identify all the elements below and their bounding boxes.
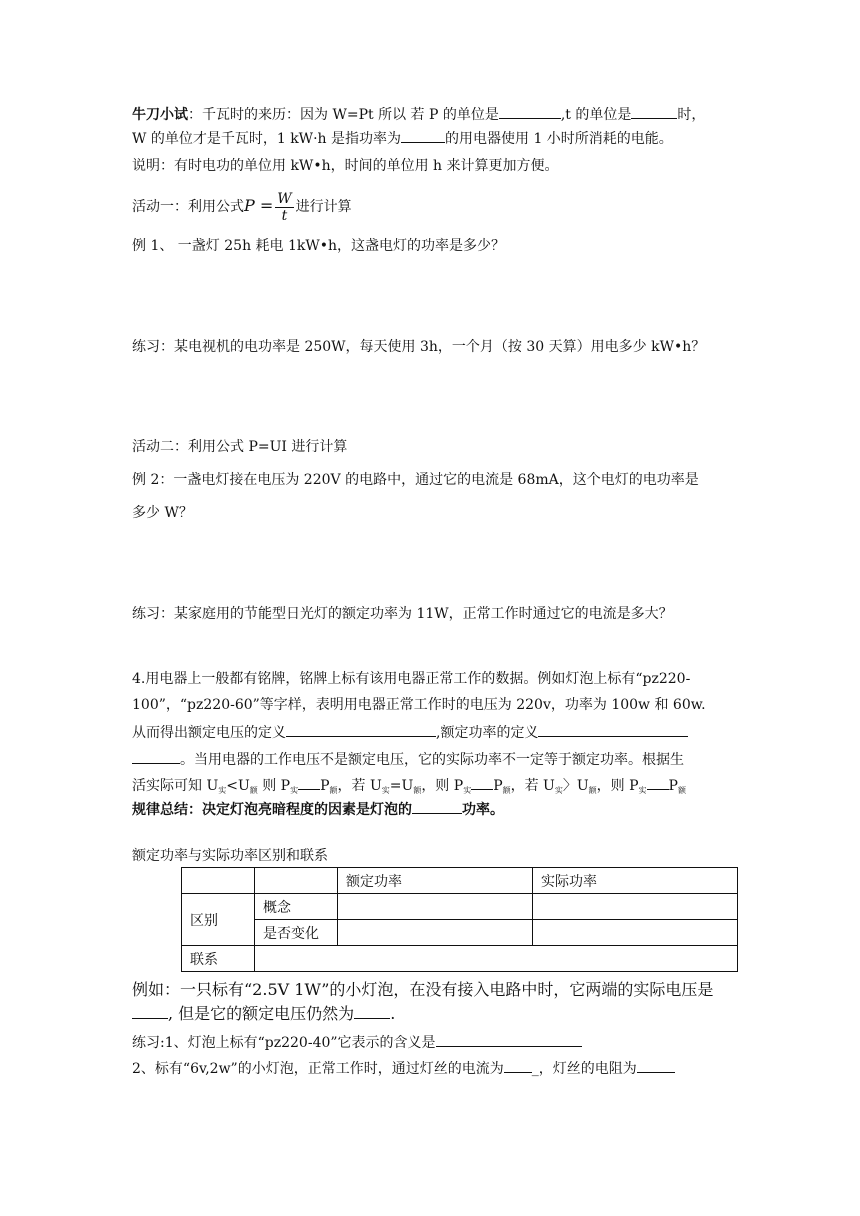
blank-rated-voltage[interactable]: [354, 1004, 390, 1019]
text-seg: <U: [226, 778, 250, 794]
rule-summary-end: 功率。: [462, 802, 504, 818]
trial-line-2: [132, 128, 673, 149]
section-4-line-5: [132, 775, 686, 798]
subscript: 实: [554, 786, 563, 795]
text-seg: P: [493, 778, 503, 794]
subscript: 额: [502, 786, 511, 795]
table-cell-empty: [255, 868, 338, 894]
blank-rated-power-def-cont[interactable]: [132, 749, 180, 764]
formula-numerator: W: [277, 190, 292, 207]
table-header-row: [182, 868, 738, 894]
practice-list-2-text: 2、标有“6v,2w”的小灯泡，正常工作时，通过灯丝的电流为: [132, 1061, 504, 1077]
comparison-table: [181, 867, 738, 972]
cell-rated-change[interactable]: [338, 920, 533, 946]
header-actual-power: 实际功率: [533, 868, 738, 894]
subscript: 实: [381, 786, 390, 795]
cell-actual-change[interactable]: [533, 920, 738, 946]
practice-2: 练习：某家庭用的节能型日光灯的额定功率为 11W，正常工作时通过它的电流是多大？: [132, 606, 673, 622]
cell-relation[interactable]: [255, 946, 738, 972]
practice-list-2-text-b: _，灯丝的电阻为: [531, 1061, 637, 1077]
section-4-line-1: 4.用电器上一般都有铭牌，铭牌上标有该用电器正常工作的数据。例如灯泡上标有“pz220-: [132, 671, 691, 687]
blank-resistance[interactable]: [637, 1058, 675, 1073]
cell-rated-concept[interactable]: [338, 894, 533, 920]
table-row: [182, 920, 738, 946]
subscript: 实: [638, 786, 647, 795]
rated-voltage-def-label: 从而得出额定电压的定义: [132, 725, 286, 741]
practice-1: 练习：某电视机的电功率是 250W，每天使用 3h，一个月（按 30 天算）用电多少 kW•h？: [132, 339, 706, 355]
table-row: [182, 946, 738, 972]
practice-list-1-text: 练习:1、灯泡上标有“pz220-40”它表示的含义是: [132, 1035, 436, 1051]
subscript: 实: [218, 786, 227, 795]
section-4-line-2: 100”，“pz220-60”等字样，表明用电器正常工作时的电压为 220v，功率为 100w 和 60w.: [132, 697, 706, 713]
blank-current[interactable]: [504, 1058, 532, 1073]
table-row: [182, 894, 738, 920]
example-1: 例 1、 一盏灯 25h 耗电 1kW•h，这盏电灯的功率是多少？: [132, 238, 506, 254]
row-changes: 是否变化: [255, 920, 338, 946]
section-4-text-4: 。当用电器的工作电压不是额定电压，它的实际功率不一定等于额定功率。根据生: [180, 752, 684, 768]
blank-rule-summary[interactable]: [412, 799, 462, 814]
row-relation: 联系: [182, 946, 255, 972]
formula-denominator: t: [281, 207, 288, 224]
blank-compare-2[interactable]: [471, 775, 493, 790]
practice-list-1: [132, 1032, 582, 1053]
blank-t-unit[interactable]: [631, 104, 677, 119]
row-concept: 概念: [255, 894, 338, 920]
activity-1-suffix: 进行计算: [295, 199, 352, 215]
blank-meaning[interactable]: [436, 1032, 582, 1047]
subscript: 额: [249, 786, 258, 795]
table-title: 额定功率与实际功率区别和联系: [132, 848, 328, 864]
text-seg: 则 P: [257, 778, 291, 794]
subscript: 额: [413, 786, 422, 795]
activity-1: [132, 188, 352, 225]
trial-text-e: 的用电器使用 1 小时所消耗的电能。: [445, 131, 673, 147]
text-seg: P: [320, 778, 330, 794]
row-difference: 区别: [182, 894, 255, 946]
trial-text-c: 时，: [677, 107, 706, 123]
table-cell-empty: [182, 868, 255, 894]
formula-fraction: [275, 191, 293, 224]
activity-2: 活动二：利用公式 P=UI 进行计算: [132, 439, 348, 455]
subscript: 额: [329, 786, 338, 795]
blank-compare-1[interactable]: [298, 775, 320, 790]
trial-line-1: [132, 104, 705, 125]
cell-actual-concept[interactable]: [533, 894, 738, 920]
text-seg: ，则 P: [421, 778, 464, 794]
rated-power-def-label: ,额定功率的定义: [436, 725, 539, 741]
trial-label: 牛刀小试: [132, 107, 188, 123]
practice-list-2: [132, 1058, 675, 1079]
example-2-line-2: 多少 W？: [132, 505, 193, 521]
text-seg: ，则 P: [596, 778, 639, 794]
rule-summary-text: 规律总结：决定灯泡亮暗程度的因素是灯泡的: [132, 802, 412, 818]
activity-1-prefix: 活动一：利用公式: [132, 199, 244, 215]
formula-lhs: P =: [244, 196, 274, 215]
blank-rated-voltage-def[interactable]: [286, 722, 436, 737]
example-2-line-1: 例 2：一盏电灯接在电压为 220V 的电路中，通过它的电流是 68mA，这个电灯的电功率是: [132, 472, 699, 488]
trial-text-d: W 的单位才是千瓦时，1 kW·h 是指功率为: [132, 131, 401, 147]
text-seg: P: [668, 778, 678, 794]
blank-power[interactable]: [401, 128, 445, 143]
text-seg: 活实际可知 U: [132, 778, 219, 794]
subscript: 额: [677, 786, 686, 795]
blank-rated-power-def[interactable]: [538, 722, 688, 737]
text-seg: ，若 U: [510, 778, 555, 794]
subscript: 实: [290, 786, 299, 795]
example-lamp-line-1: 例如：一只标有“2.5V 1W”的小灯泡，在没有接入电路中时，它两端的实际电压是: [132, 980, 714, 999]
text-seg: =U: [389, 778, 414, 794]
example-lamp-end: .: [390, 1004, 396, 1023]
example-lamp-text: , 但是它的额定电压仍然为: [168, 1004, 355, 1023]
header-rated-power: 额定功率: [338, 868, 533, 894]
blank-actual-voltage[interactable]: [132, 1004, 168, 1019]
rule-summary: [132, 799, 504, 820]
blank-compare-3[interactable]: [647, 775, 669, 790]
section-4-line-4: [132, 749, 684, 770]
subscript: 额: [588, 786, 597, 795]
blank-p-unit[interactable]: [499, 104, 561, 119]
section-4-line-3: [132, 722, 688, 743]
subscript: 实: [463, 786, 472, 795]
trial-text-a: ：千瓦时的来历：因为 W=Pt 所以 若 P 的单位是: [188, 107, 499, 123]
text-seg: 〉U: [562, 778, 589, 794]
trial-text-b: ,t 的单位是: [560, 107, 632, 123]
text-seg: ，若 U: [337, 778, 382, 794]
example-lamp-line-2: [132, 1004, 395, 1024]
note: 说明：有时电功的单位用 kW•h，时间的单位用 h 来计算更加方便。: [132, 158, 559, 174]
